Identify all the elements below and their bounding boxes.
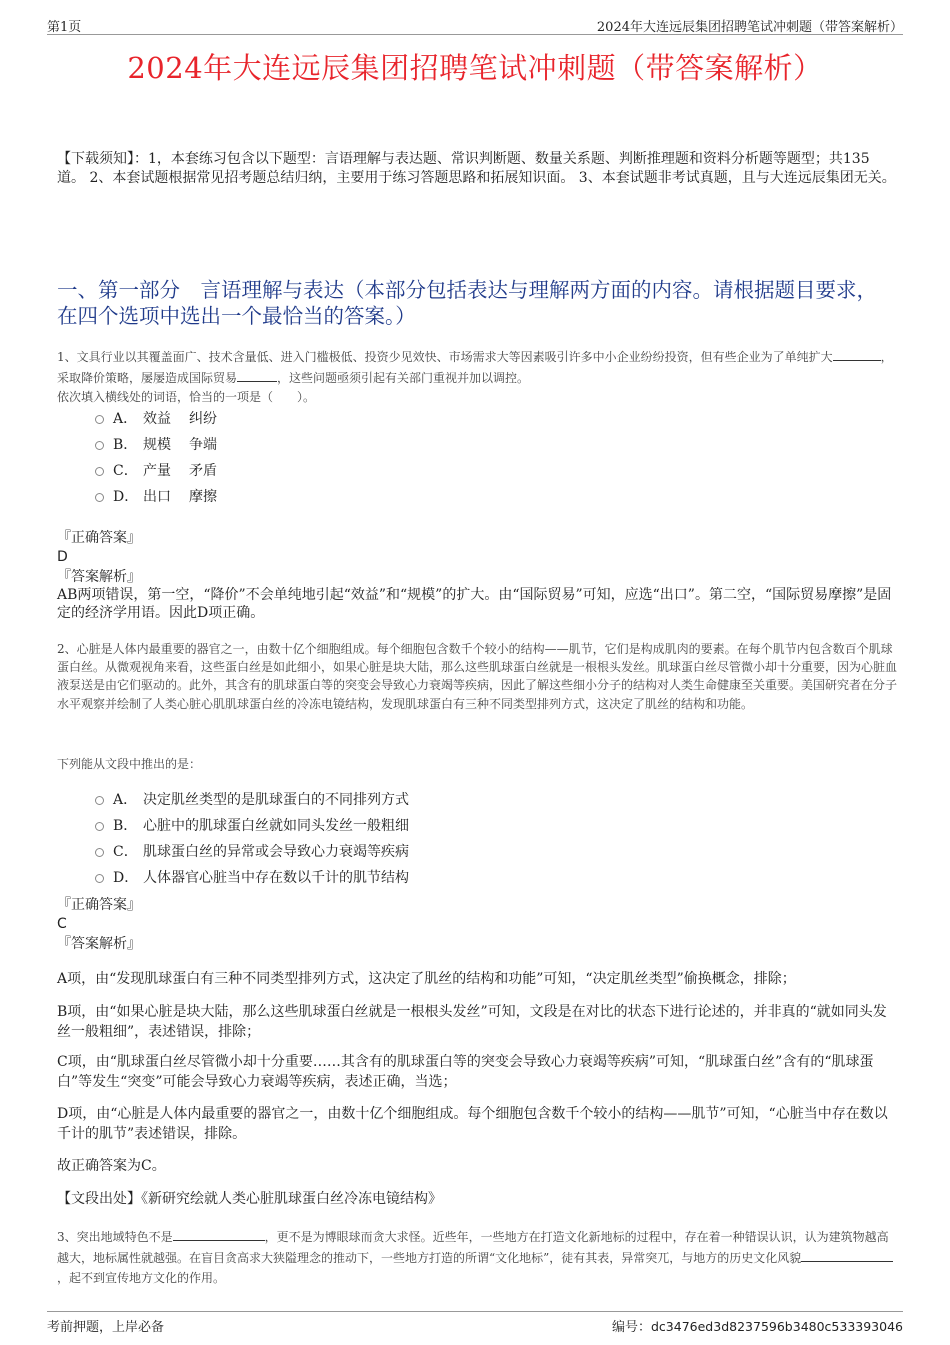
radio-icon[interactable] — [95, 467, 104, 476]
radio-icon[interactable] — [95, 441, 104, 450]
question-1-option-d[interactable]: D． 出口 摩擦 — [95, 483, 217, 509]
question-1-option-b[interactable]: B． 规模 争端 — [95, 431, 217, 457]
question-1-text-a: 1、文具行业以其覆盖面广、技术含量低、进入门槛极低、投资少见效快、市场需求大等因素吸引许多中小企业纷纷投资，但有些企业为了单纯扩大 — [57, 350, 833, 364]
header-doc-title: 2024年大连远辰集团招聘笔试冲刺题（带答案解析） — [596, 20, 903, 35]
question-2-analysis-c: C项，由“肌球蛋白丝尽管微小却十分重要……其含有的肌球蛋白等的突变会导致心力衰竭等疾病”可知，“肌球蛋白丝”含有的“肌球蛋白”等发生“突变”可能会导致心力衰竭等疾病，表述正确，当选； — [57, 1054, 874, 1090]
question-2-prompt: 下列能从文段中推出的是： — [57, 757, 202, 771]
question-2-options — [95, 786, 409, 890]
analysis-label: 『答案解析』 — [57, 936, 141, 952]
question-1-analysis: AB两项错误，第一空，“降价”不会单纯地引起“效益”和“规模”的扩大。由“国际贸易”可知，应选“出口”。第二空，“国际贸易摩擦”是固定的经济学用语。因此D项正确。 — [57, 587, 892, 621]
radio-icon[interactable] — [95, 822, 104, 831]
document-title: 2024年大连远辰集团招聘笔试冲刺题（带答案解析） — [127, 51, 823, 85]
footer-slogan: 考前押题，上岸必备 — [47, 1320, 165, 1335]
question-1-blank-2 — [237, 367, 277, 382]
page-header — [47, 14, 903, 35]
question-2-analysis-b: B项，由“如果心脏是块大陆，那么这些肌球蛋白丝就是一根根头发丝”可知，文段是在对比的状态下进行论述的，并非真的“就如同头发丝一般粗细”，表述错误，排除； — [57, 1004, 887, 1040]
page-number: 第1页 — [47, 20, 82, 35]
radio-icon[interactable] — [95, 493, 104, 502]
question-1-option-a[interactable]: A． 效益 纠纷 — [95, 405, 217, 431]
question-1-options — [95, 405, 217, 509]
question-2-option-b[interactable]: B． 心脏中的肌球蛋白丝就如同头发丝一般粗细 — [95, 812, 409, 838]
radio-icon[interactable] — [95, 415, 104, 424]
question-2-analysis-a: A项，由“发现肌球蛋白有三种不同类型排列方式，这决定了肌丝的结构和功能”可知，“决定肌丝类型”偷换概念，排除； — [57, 971, 796, 987]
section-heading: 一、第一部分 言语理解与表达（本部分包括表达与理解两方面的内容。请根据题目要求，在四个选项中选出一个最恰当的答案。） — [57, 278, 877, 328]
question-1-blank-1 — [833, 346, 881, 361]
question-2-option-a[interactable]: A． 决定肌丝类型的是肌球蛋白的不同排列方式 — [95, 786, 409, 812]
radio-icon[interactable] — [95, 796, 104, 805]
question-2-analysis-d: D项，由“心脏是人体内最重要的器官之一，由数十亿个细胞组成。每个细胞包含数千个较小的结构——肌节”可知，“心脏当中存在数以千计的肌节”表述错误，排除。 — [57, 1106, 888, 1142]
correct-answer-label: 『正确答案』 — [57, 530, 141, 546]
correct-answer-label: 『正确答案』 — [57, 897, 141, 913]
question-1-text-c: ，这些问题亟须引起有关部门重视并加以调控。 — [277, 371, 530, 385]
question-2-source: 【文段出处】《新研究绘就人类心脏肌球蛋白丝冷冻电镜结构》 — [57, 1191, 442, 1207]
footer-code: 编号：dc3476ed3d8237596b3480c533393046 — [611, 1319, 903, 1335]
radio-icon[interactable] — [95, 874, 104, 883]
question-1-text — [57, 346, 897, 407]
question-3-blank-1 — [173, 1226, 265, 1241]
radio-icon[interactable] — [95, 848, 104, 857]
question-3-text: 3、突出地域特色不是 ，更不是为博眼球而贪大求怪。近些年，一些地方在打造文化新地标的过程中，存在着一种错误认识，认为建筑物越高越大，地标属性就越强。在盲目贪高求大狭隘理念的推动下，一些地方打造的所谓“文化地标”，徒有其表，异常突兀，与地方的历史文化风貌，起不到宣传地方文化的作用。 — [57, 1226, 897, 1288]
analysis-label: 『答案解析』 — [57, 569, 141, 585]
question-3-blank-2 — [801, 1247, 893, 1262]
question-1-option-c[interactable]: C． 产量 矛盾 — [95, 457, 217, 483]
download-notice: 【下载须知】：1，本套练习包含以下题型：言语理解与表达题、常识判断题、数量关系题、判断推理题和资料分析题等题型；共135道。 2、本套试题根据常见招考题总结归纳，主要用于练习答题思路和拓展知识面。 3、本套试题非考试真题，且与大连远辰集团无关。 — [57, 151, 896, 186]
question-2-option-c[interactable]: C． 肌球蛋白丝的异常或会导致心力衰竭等疾病 — [95, 838, 409, 864]
question-1-text-b: ，采取降价策略，屡屡造成国际贸易 — [57, 350, 893, 385]
question-1-answer: D — [57, 549, 68, 565]
question-2-option-d[interactable]: D． 人体器官心脏当中存在数以千计的肌节结构 — [95, 864, 409, 890]
question-1-prompt: 依次填入横线处的词语，恰当的一项是（ ）。 — [57, 390, 316, 404]
question-2-conclusion: 故正确答案为C。 — [57, 1158, 166, 1174]
question-2-text: 2、心脏是人体内最重要的器官之一，由数十亿个细胞组成。每个细胞包含数千个较小的结构——肌节，它们是构成肌肉的要素。在每个肌节内包含数百个肌球蛋白丝。从微观视角来看，这些蛋白丝是如此细小，如果心脏是块大陆，那么这些肌球蛋白丝就是一根根头发丝。肌球蛋白丝尽管微小却十分重要，因为心脏血液泵送是由它们驱动的。此外，其含有的肌球蛋白等的突变会导致心力衰竭等疾病，因此了解这些细小分子的结构对人类生命健康至关重要。美国研究者在分子水平观察并绘制了人类心脏心肌肌球蛋白丝的冷冻电镜结构，发现肌球蛋白有三种不同类型排列方式，这决定了肌丝的结构和功能。 — [57, 642, 898, 711]
question-2-answer: C — [57, 916, 67, 932]
page-footer — [47, 1311, 903, 1342]
